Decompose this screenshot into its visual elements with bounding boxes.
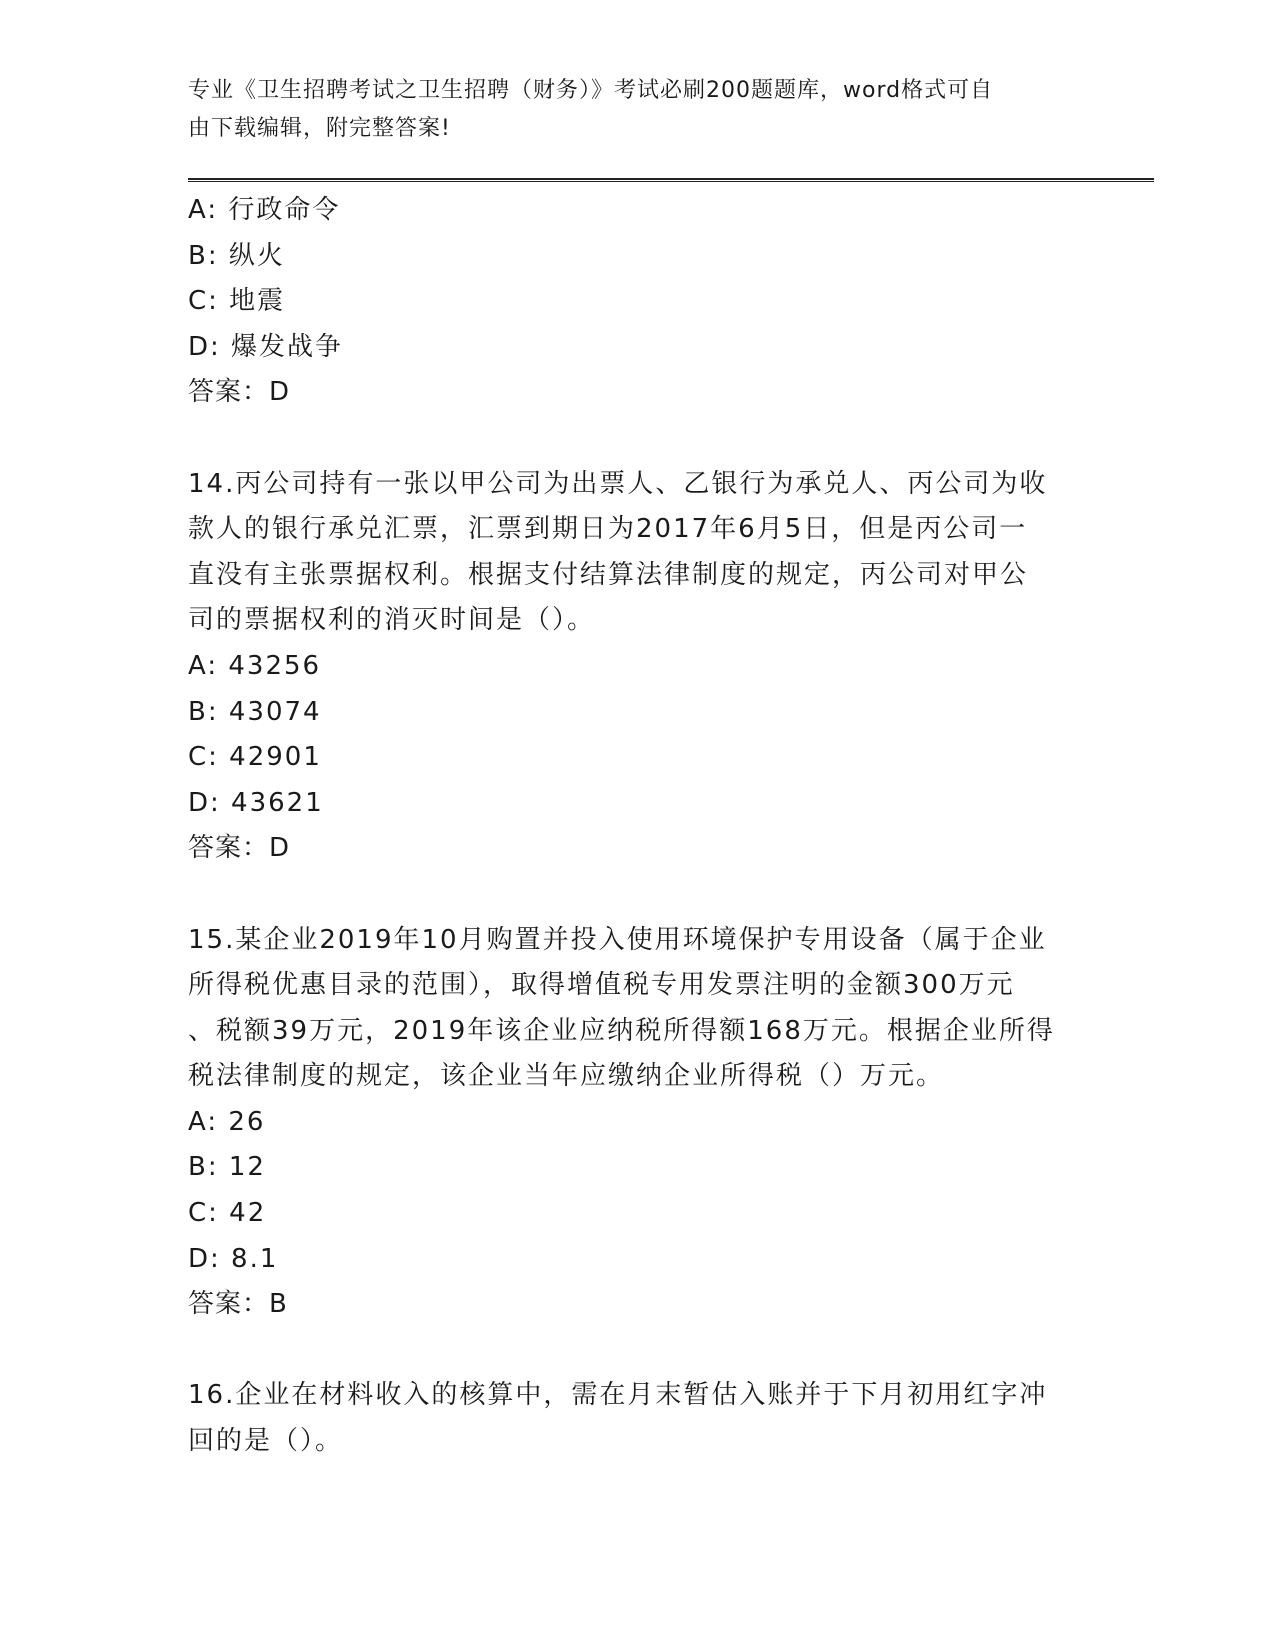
question-15-answer: 答案：B: [188, 1289, 288, 1320]
question-line: 回的是（）。: [188, 1426, 344, 1457]
option-a: A: 行政命令: [188, 195, 341, 225]
question-16: [188, 1373, 1088, 1464]
question-line: 16.企业在材料收入的核算中，需在月末暂估入账并于下月初用红字冲: [188, 1380, 1048, 1411]
spacer: [188, 872, 1088, 918]
option-a: A: 26: [188, 1106, 266, 1137]
question-line: 14.丙公司持有一张以甲公司为出票人、乙银行为承兑人、丙公司为收: [188, 468, 1048, 499]
question-line: 司的票据权利的消灭时间是（）。: [188, 605, 596, 636]
question-16-text: [188, 1373, 1088, 1464]
question-14-text: [188, 462, 1088, 644]
question-line: 直没有主张票据权利。根据支付结算法律制度的规定，丙公司对甲公: [188, 559, 1029, 590]
option-b: B: 12: [188, 1152, 266, 1183]
question-15-text: [188, 918, 1088, 1100]
question-15: [188, 918, 1088, 1328]
option-d: D: 43621: [188, 787, 324, 818]
question-line: 15.某企业2019年10月购置并投入使用环境保护专用设备（属于企业: [188, 924, 1047, 955]
question-line: 、税额39万元，2019年该企业应纳税所得额168万元。根据企业所得: [188, 1015, 1055, 1046]
question-13-answer: 答案：D: [188, 377, 291, 408]
option-b: B: 纵火: [188, 240, 285, 271]
option-d: D: 爆发战争: [188, 331, 344, 362]
document-body: [188, 188, 1088, 1465]
header-line-1: 专业《卫生招聘考试之卫生招聘（财务）》考试必刷200题题库，word格式可自: [188, 78, 994, 103]
spacer: [188, 416, 1088, 462]
question-line: 税法律制度的规定，该企业当年应缴纳企业所得税（）万元。: [188, 1061, 945, 1092]
document-header: [188, 72, 1088, 148]
header-divider: [188, 178, 1154, 182]
option-b: B: 43074: [188, 696, 322, 727]
question-13-options: [188, 188, 1088, 370]
option-c: C: 42: [188, 1198, 267, 1229]
option-c: C: 地震: [188, 286, 286, 317]
option-c: C: 42901: [188, 742, 322, 773]
question-line: 款人的银行承兑汇票，汇票到期日为2017年6月5日，但是丙公司一: [188, 514, 1028, 545]
question-14-answer: 答案：D: [188, 833, 291, 864]
option-d: D: 8.1: [188, 1243, 279, 1274]
option-a: A: 43256: [188, 650, 322, 681]
spacer: [188, 1328, 1088, 1374]
header-line-2: 由下载编辑，附完整答案!: [188, 116, 451, 141]
question-line: 所得税优惠目录的范围），取得增值税专用发票注明的金额300万元: [188, 970, 1015, 1001]
question-14: [188, 462, 1088, 872]
